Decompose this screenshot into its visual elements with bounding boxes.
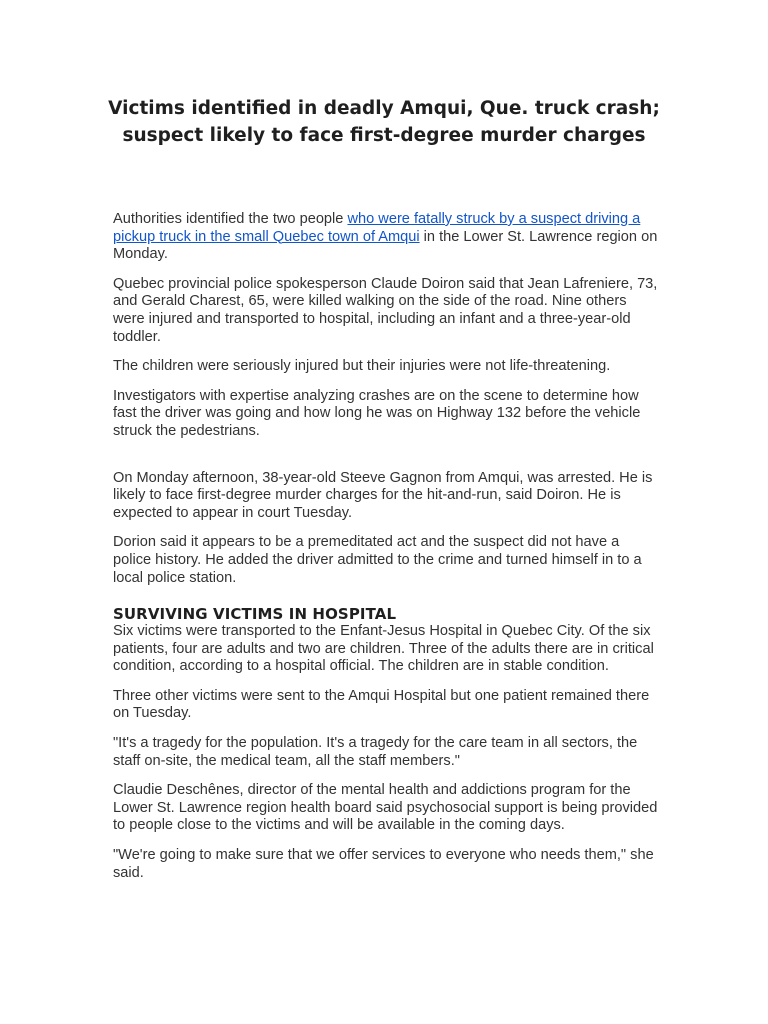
intro-text-after: in the Lower St. Lawrence region on Monday. [113,228,658,263]
article-link[interactable]: who were fatally struck by a suspect driving a pickup truck in the small Quebec town of Amqui [113,211,641,245]
article-headline: Victims identified in deadly Amqui, Que. truck crash; suspect likely to face first-degree murder charges [108,98,660,146]
paragraph-premeditated: Dorion said it appears to be a premeditated act and the suspect did not have a police history. He added the driver admitted to the crime and turned himself in to a local police station. [113,534,642,586]
paragraph-enfant-jesus: Six victims were transported to the Enfant-Jesus Hospital in Quebec City. Of the six patients, four are adults and two are children. Three of the adults there are in critical condition, according to a hospital official. The children are in stable condition. [113,623,654,675]
paragraph-quote-services: "We're going to make sure that we offer services to everyone who needs them," she said. [113,847,654,881]
paragraph-quote-tragedy: "It's a tragedy for the population. It's a tragedy for the care team in all sectors, the staff on-site, the medical team, all the staff members." [113,735,638,769]
paragraph-children: The children were seriously injured but their injuries were not life-threatening. [113,358,611,375]
article-body [113,211,658,894]
paragraph-arrest: On Monday afternoon, 38-year-old Steeve Gagnon from Amqui, was arrested. He is likely to face first-degree murder charges for the hit-and-run, said Doiron. He is expected to appear in court Tuesday. [113,469,653,521]
paragraph-amqui-hospital: Three other victims were sent to the Amqui Hospital but one patient remained there on Tuesday. [113,687,650,722]
intro-text-before: Authorities identified the two people [113,211,348,227]
paragraph-deschenes: Claudie Deschênes, director of the mental health and addictions program for the Lower St. Lawrence region health board said psychosocial support is being provided to people close to the victims and will be available in the coming days. [113,782,658,834]
section-heading-hospital: SURVIVING VICTIMS IN HOSPITAL [113,605,397,624]
paragraph-investigators: Investigators with expertise analyzing crashes are on the scene to determine how fast the driver was going and how long he was on Highway 132 before the vehicle struck the pedestrians. [113,387,641,439]
paragraph-intro [113,211,658,264]
paragraph-spokesperson: Quebec provincial police spokesperson Claude Doiron said that Jean Lafreniere, 73, and Gerald Charest, 65, were killed walking on the side of the road. Nine others were injured and transported to hospital, including an infant and a three-year-old toddler. [113,275,658,345]
